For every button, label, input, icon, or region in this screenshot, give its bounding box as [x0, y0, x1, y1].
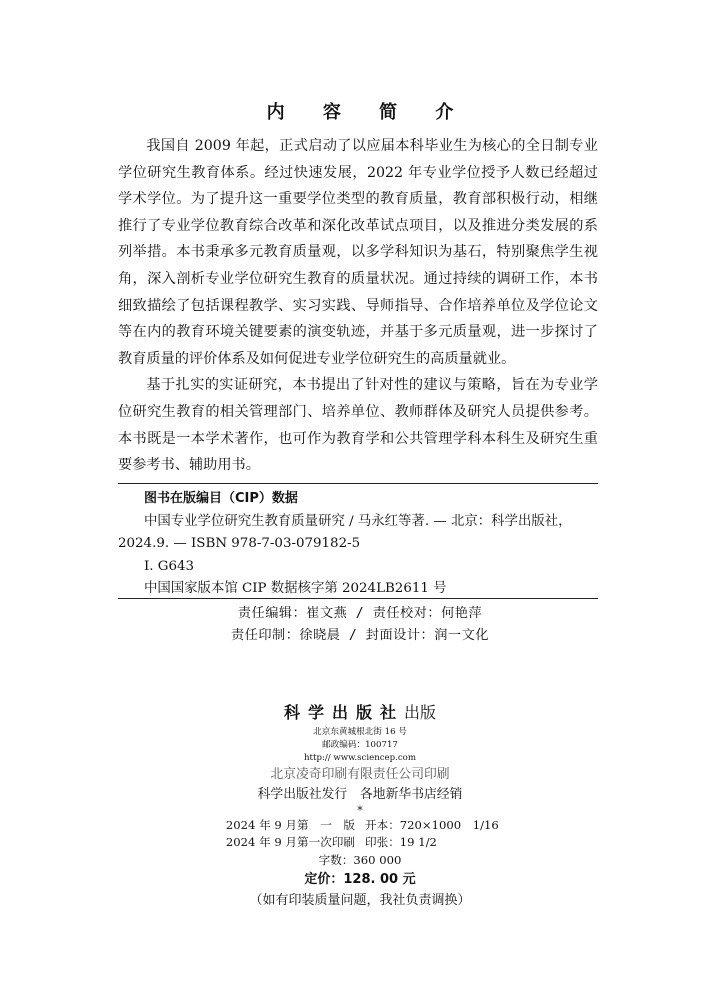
printer-name: 北京凌奇印刷有限责任公司印刷 [270, 767, 450, 782]
separator-star: * [357, 804, 363, 817]
publisher-logo: 科学出版社 [283, 703, 404, 722]
summary-paragraph-1: 我国自 2009 年起，正式启动了以应届本科毕业生为核心的全日制专业学位研究生教育体系。经过快速发展，2022 年专业学位授予人数已经超过学术学位。为了提升这一重要学位类型的教育质量，教育部积极行动，相继推行了专业学位教育综合改革和深化改革试点项目，以及推进分类发展的系列举措。本书秉承多元教育质量观，以多学科知识为基石，特别聚焦学生视角，深入剖析专业学位研究生教育的质量状况。通过持续的调研工作，本书细致描绘了包括课程教学、实习实践、导师指导、合作培养单位及学位论文等在内的教育环境关键要素的演变轨迹，并基于多元质量观，进一步探讨了教育质量的评价体系及如何促进专业学位研究生的高质量就业。 [118, 138, 598, 367]
cip-heading: 图书在版编目（CIP）数据 [144, 491, 298, 506]
cip-classification: Ⅰ. G643 [144, 558, 195, 574]
publisher-address: 北京东黄城根北街 16 号 [313, 727, 407, 737]
edition-first: 2024 年 9 月第 一 版 [225, 818, 355, 832]
publisher-suffix: 出版 [404, 703, 437, 722]
publisher-block [0, 700, 720, 911]
distribution-info: 科学出版社发行 各地新华书店经销 [257, 787, 463, 802]
divider-bottom [118, 598, 598, 599]
cip-book-record: 中国专业学位研究生教育质量研究 / 马永红等著. — 北京：科学出版社，2024.9. — ISBN 978-7-03-079182-5 [118, 513, 572, 551]
printing-first: 2024 年 9 月第一次印刷 [225, 835, 355, 849]
cip-record-number: 中国国家版本馆 CIP 数据核字第 2024LB2611 号 [144, 581, 447, 596]
credits-editors: 责任编辑：崔文燕 / 责任校对：何艳萍 [237, 606, 483, 621]
publisher-postcode: 邮政编码：100717 [322, 740, 398, 750]
publisher-name [0, 700, 720, 726]
quality-note: （如有印装质量问题，我社负责调换） [249, 893, 471, 908]
divider-top [118, 483, 598, 484]
cip-data-block [118, 488, 598, 601]
price: 定价：128. 00 元 [304, 872, 416, 887]
edition-info [0, 817, 720, 851]
summary-section [118, 133, 598, 479]
summary-paragraph-2: 基于扎实的实证研究，本书提出了针对性的建议与策略，旨在为专业学位研究生教育的相关管理部门、培养单位、教师群体及研究人员提供参考。本书既是一本学术著作，也可作为教育学和公共管理学科本科生及研究生重要参考书、辅助用书。 [118, 377, 598, 474]
page-title: 内 容 简 介 [266, 102, 470, 123]
word-count: 字数：360 000 [318, 853, 402, 867]
sheet-count: 印张：19 1/2 [365, 835, 437, 849]
format-size: 开本：720×1000 1/16 [365, 818, 499, 832]
publisher-website: http:// www.sciencep.com [304, 753, 416, 763]
editorial-credits [0, 603, 720, 647]
credits-production: 责任印制：徐晓晨 / 封面设计：润一文化 [230, 628, 489, 643]
